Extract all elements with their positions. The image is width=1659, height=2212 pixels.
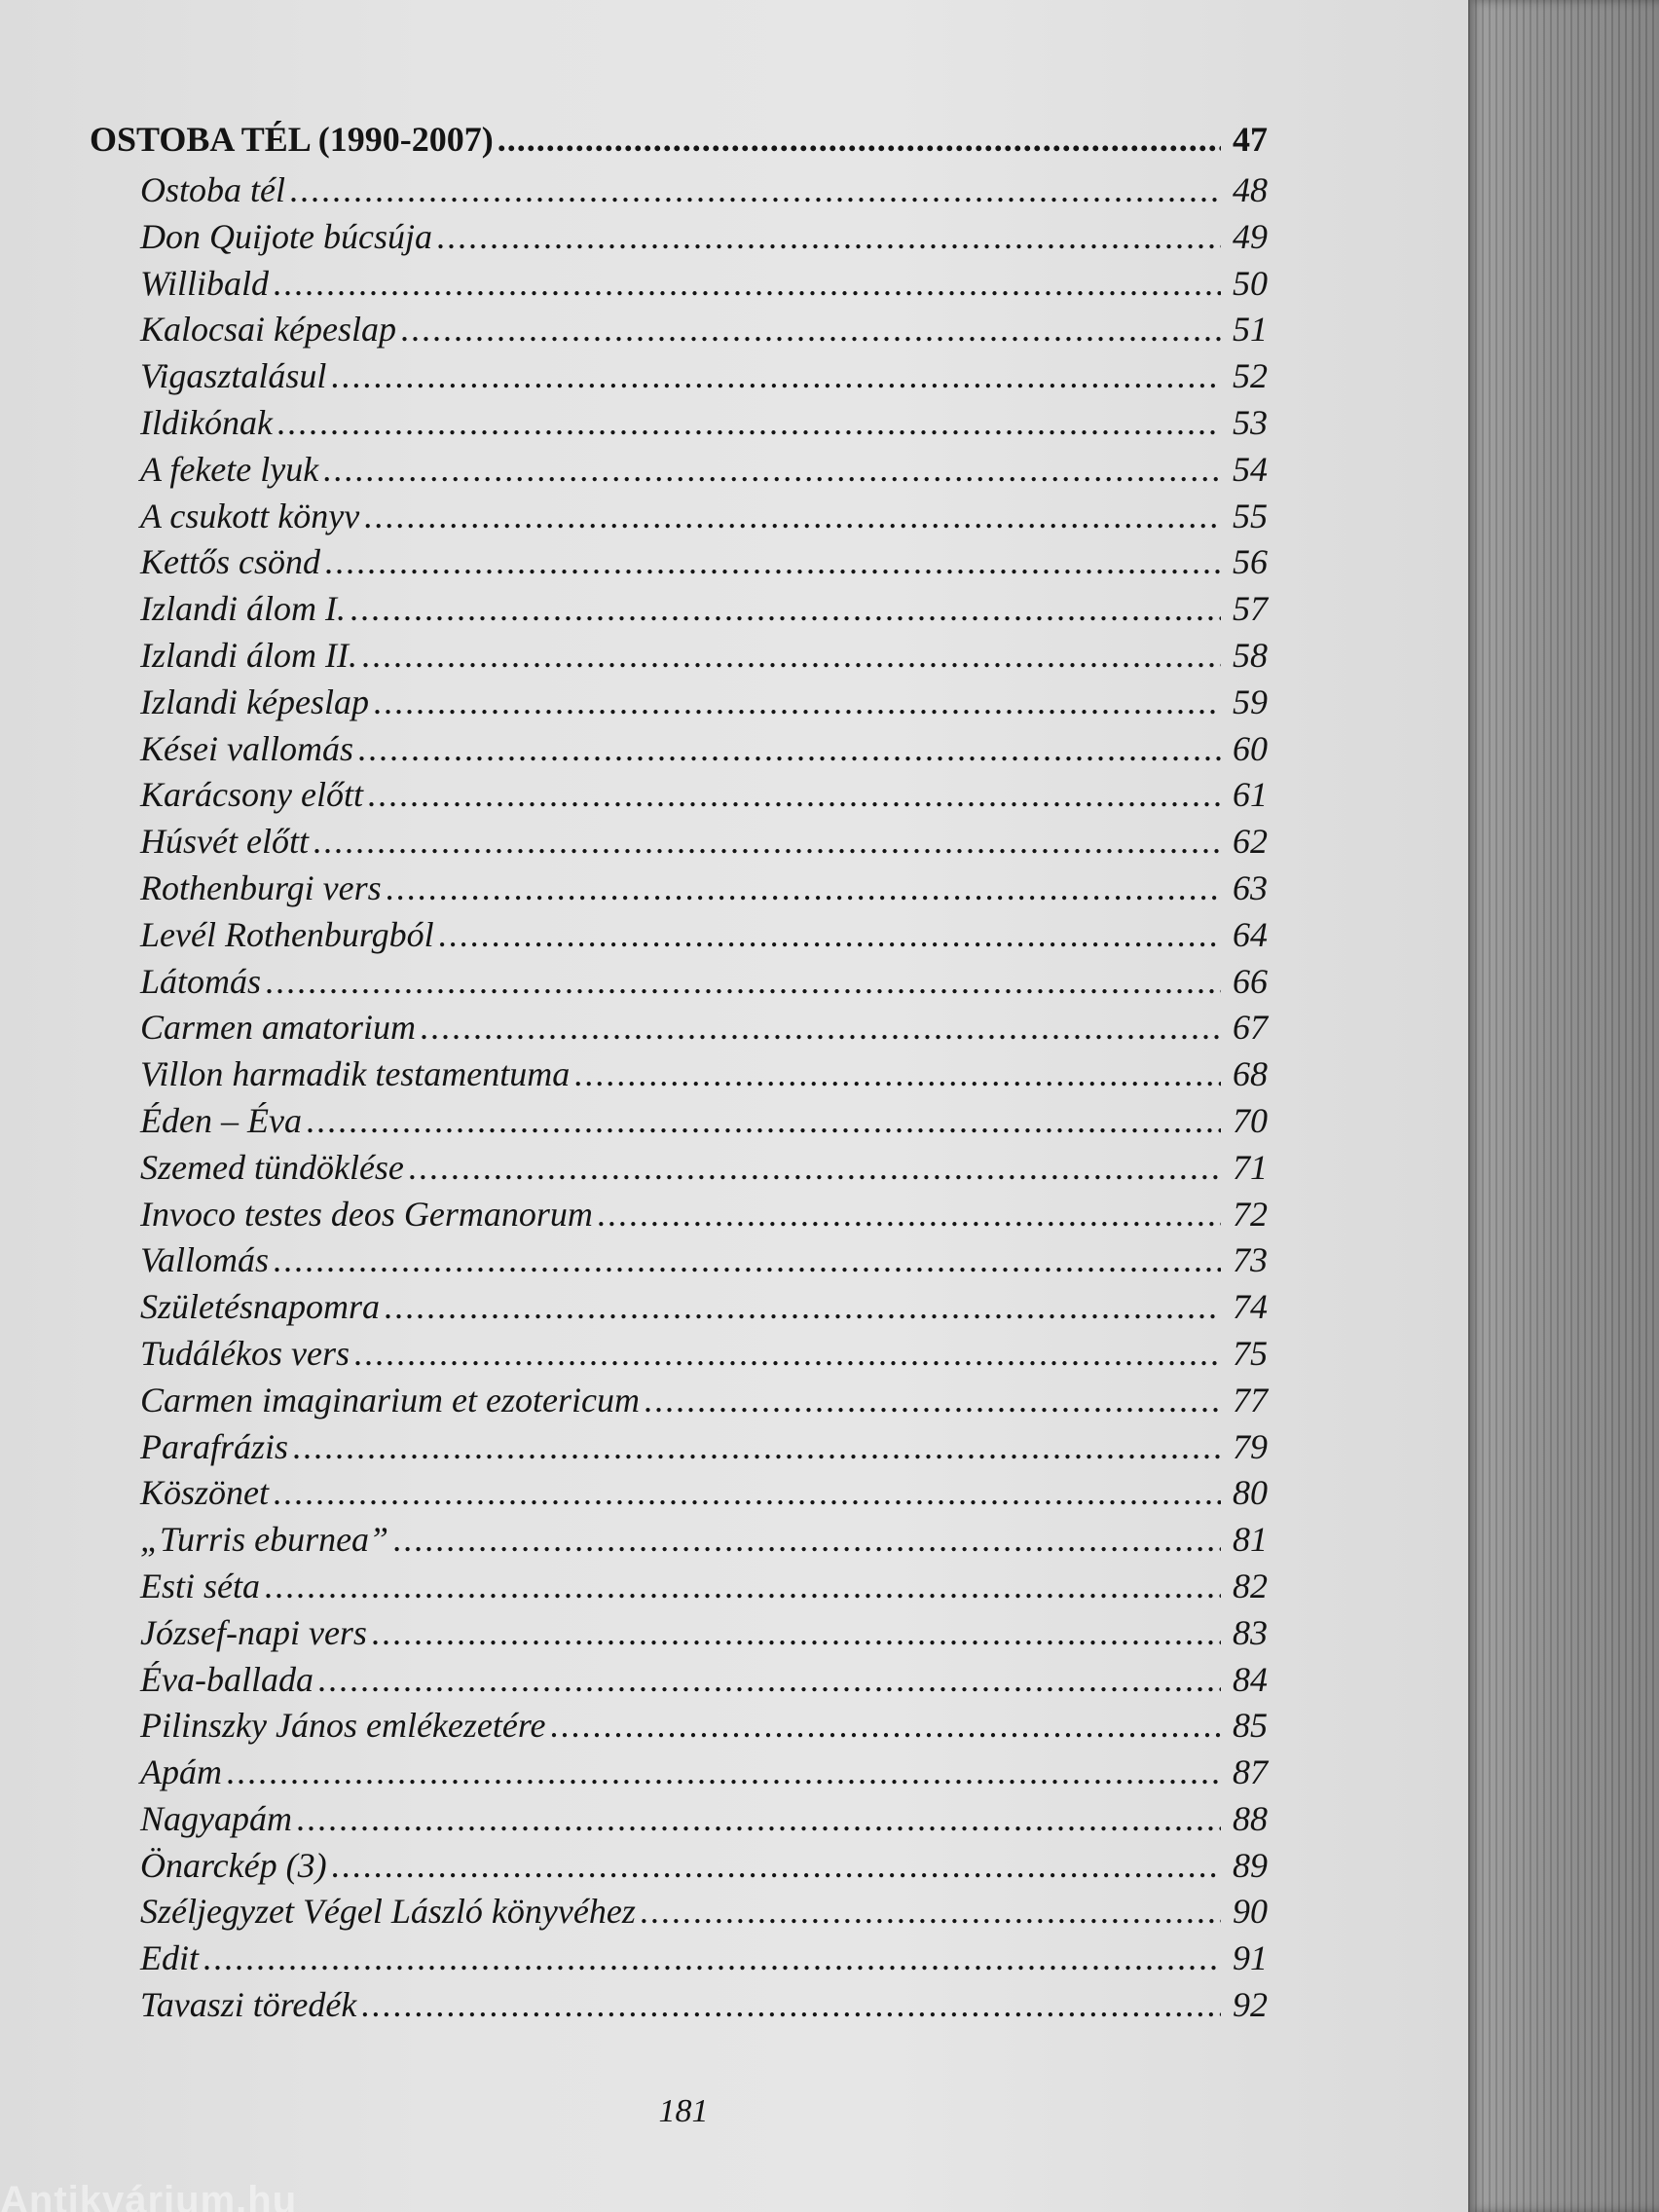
entry-title: Izlandi képeslap — [140, 682, 369, 721]
dot-leader — [273, 263, 1221, 304]
entry-title: Villon harmadik testamentuma — [140, 1054, 571, 1094]
toc-entry — [90, 402, 1268, 449]
entry-page-number: 71 — [1233, 1147, 1268, 1187]
entry-title: Születésnapomra — [140, 1287, 380, 1327]
entry-page-number: 88 — [1233, 1798, 1268, 1838]
section-title: OSTOBA TÉL (1990-2007) — [90, 120, 494, 159]
entry-title: Rothenburgi vers — [140, 867, 382, 907]
dot-leader — [273, 1472, 1221, 1513]
entry-page-number: 77 — [1233, 1380, 1268, 1419]
dot-leader — [292, 1426, 1221, 1467]
entry-title: Edit — [140, 1938, 199, 1978]
entry-title: A csukott könyv — [140, 496, 360, 535]
toc-entry — [90, 728, 1268, 775]
toc-entry — [90, 1659, 1268, 1706]
dot-leader — [438, 914, 1221, 955]
dot-leader — [644, 1380, 1221, 1420]
entry-page-number: 90 — [1233, 1892, 1268, 1932]
dot-leader — [203, 1937, 1221, 1978]
toc-entry — [90, 1751, 1268, 1798]
dot-leader — [408, 1147, 1221, 1188]
toc-entry — [90, 1007, 1268, 1053]
entry-page-number: 62 — [1233, 822, 1268, 862]
entry-page-number: 75 — [1233, 1333, 1268, 1373]
page-number: 181 — [658, 2093, 709, 2129]
toc-entry — [90, 1286, 1268, 1333]
section-page-number: 47 — [1233, 120, 1268, 159]
entry-page-number: 51 — [1233, 310, 1268, 350]
toc-entry — [90, 774, 1268, 821]
entry-title: Parafrázis — [140, 1426, 289, 1466]
entry-page-number: 89 — [1233, 1845, 1268, 1885]
entry-title: Ostoba tél — [140, 170, 285, 209]
entry-title: Karácsony előtt — [140, 775, 363, 815]
entry-page-number: 66 — [1233, 961, 1268, 1001]
entry-title: Levél Rothenburgból — [140, 914, 434, 954]
entry-title: Éva-ballada — [140, 1659, 313, 1699]
entry-page-number: 80 — [1233, 1473, 1268, 1513]
entry-title: Széljegyzet Végel László könyvéhez — [140, 1892, 636, 1932]
toc-entry — [90, 682, 1268, 728]
toc-entry — [90, 1100, 1268, 1147]
toc-entry — [90, 1053, 1268, 1100]
entry-page-number: 53 — [1233, 402, 1268, 442]
entry-title: Don Quijote búcsúja — [140, 216, 432, 256]
toc-entry — [90, 1380, 1268, 1426]
entry-title: Izlandi álom I. — [140, 589, 346, 629]
entry-page-number: 81 — [1233, 1520, 1268, 1560]
dot-leader — [331, 1845, 1221, 1886]
entry-page-number: 83 — [1233, 1612, 1268, 1652]
toc-entry — [90, 309, 1268, 355]
toc-entry — [90, 1519, 1268, 1566]
toc-entry — [90, 1845, 1268, 1892]
toc-entry — [90, 1194, 1268, 1240]
page-edge — [1468, 0, 1659, 2212]
toc-entry — [90, 169, 1268, 216]
entry-page-number: 85 — [1233, 1706, 1268, 1746]
entry-title: Invoco testes deos Germanorum — [140, 1194, 593, 1234]
toc-entry — [90, 1612, 1268, 1659]
entry-title: Carmen amatorium — [140, 1008, 417, 1048]
entry-title: Köszönet — [140, 1473, 270, 1513]
dot-leader — [386, 867, 1221, 908]
toc-entry — [90, 1333, 1268, 1380]
dot-leader — [498, 119, 1221, 160]
entry-page-number: 52 — [1233, 356, 1268, 396]
entry-title: Kettős csönd — [140, 542, 320, 582]
entry-page-number: 64 — [1233, 914, 1268, 954]
toc-entry — [90, 355, 1268, 402]
entry-title: Apám — [140, 1752, 222, 1792]
dot-leader — [373, 682, 1221, 722]
entry-title: Tudálékos vers — [140, 1333, 350, 1373]
entry-page-number: 61 — [1233, 775, 1268, 815]
toc-entry — [90, 216, 1268, 263]
entry-title: Pilinszky János emlékezetére — [140, 1706, 546, 1746]
dot-leader — [392, 1519, 1221, 1560]
entry-title: Szemed tündöklése — [140, 1147, 404, 1187]
entry-title: Húsvét előtt — [140, 822, 309, 862]
dot-leader — [360, 1984, 1221, 2025]
toc-entry — [90, 1984, 1268, 2031]
entry-page-number: 48 — [1233, 170, 1268, 209]
entry-page-number: 49 — [1233, 216, 1268, 256]
entry-page-number: 74 — [1233, 1287, 1268, 1327]
entry-title: Kalocsai képeslap — [140, 310, 396, 350]
toc-entry — [90, 1472, 1268, 1519]
entry-title: Izlandi álom II. — [140, 635, 357, 675]
entry-title: Tavaszi töredék — [140, 1985, 357, 2025]
entry-title: Ildikónak — [140, 402, 273, 442]
entry-page-number: 57 — [1233, 589, 1268, 629]
entry-page-number: 73 — [1233, 1240, 1268, 1280]
dot-leader — [324, 541, 1221, 582]
entry-page-number: 54 — [1233, 449, 1268, 489]
dot-leader — [296, 1798, 1221, 1839]
entry-page-number: 70 — [1233, 1100, 1268, 1140]
toc-entry — [90, 867, 1268, 914]
entry-title: Önarckép (3) — [140, 1845, 327, 1885]
entry-title: Carmen imaginarium et ezotericum — [140, 1380, 640, 1419]
dot-leader — [306, 1100, 1221, 1141]
toc-entry — [90, 1937, 1268, 1984]
dot-leader — [384, 1286, 1221, 1327]
dot-leader — [273, 1239, 1221, 1280]
entry-title: Nagyapám — [140, 1798, 292, 1838]
toc-entry — [90, 914, 1268, 961]
dot-leader — [363, 496, 1221, 536]
dot-leader — [350, 588, 1221, 629]
dot-leader — [226, 1751, 1221, 1792]
dot-leader — [357, 728, 1221, 769]
dot-leader — [371, 1612, 1221, 1653]
toc-entry — [90, 263, 1268, 310]
dot-leader — [264, 1566, 1221, 1606]
dot-leader — [265, 961, 1221, 1002]
entry-page-number: 72 — [1233, 1194, 1268, 1234]
toc-entry — [90, 635, 1268, 682]
entry-page-number: 55 — [1233, 496, 1268, 535]
entry-page-number: 63 — [1233, 867, 1268, 907]
dot-leader — [330, 355, 1221, 396]
toc-entry — [90, 821, 1268, 867]
entry-title: Esti séta — [140, 1566, 260, 1605]
watermark: Antikvárium.hu — [0, 2179, 298, 2212]
entry-title: Látomás — [140, 961, 262, 1001]
toc-entry — [90, 1566, 1268, 1612]
dot-leader — [322, 449, 1221, 490]
dot-leader — [317, 1659, 1221, 1700]
entry-page-number: 68 — [1233, 1054, 1268, 1094]
toc-entry — [90, 496, 1268, 542]
entry-page-number: 91 — [1233, 1938, 1268, 1978]
toc-entry — [90, 1891, 1268, 1937]
toc-entry — [90, 541, 1268, 588]
toc-entry — [90, 1798, 1268, 1845]
entry-page-number: 56 — [1233, 542, 1268, 582]
section-heading — [90, 119, 1268, 169]
toc-entry — [90, 961, 1268, 1008]
entry-title: Éden – Éva — [140, 1100, 302, 1140]
dot-leader — [420, 1007, 1221, 1048]
entry-page-number: 67 — [1233, 1008, 1268, 1048]
entry-page-number: 59 — [1233, 682, 1268, 721]
dot-leader — [597, 1194, 1221, 1235]
dot-leader — [436, 216, 1221, 257]
dot-leader — [353, 1333, 1221, 1374]
toc-entry — [90, 588, 1268, 635]
toc-entry — [90, 449, 1268, 496]
entry-page-number: 50 — [1233, 263, 1268, 303]
entry-title: Vallomás — [140, 1240, 270, 1280]
dot-leader — [313, 821, 1221, 862]
entry-title: Vigasztalásul — [140, 356, 327, 396]
dot-leader — [640, 1891, 1221, 1932]
dot-leader — [276, 402, 1221, 443]
toc-entry — [90, 1426, 1268, 1473]
dot-leader — [361, 635, 1221, 676]
entry-title: Kései vallomás — [140, 728, 353, 768]
entry-page-number: 84 — [1233, 1659, 1268, 1699]
entry-title: Willibald — [140, 263, 270, 303]
entry-page-number: 82 — [1233, 1566, 1268, 1605]
entry-page-number: 87 — [1233, 1752, 1268, 1792]
table-of-contents — [90, 119, 1268, 2031]
toc-entry — [90, 1705, 1268, 1751]
toc-entry — [90, 1147, 1268, 1194]
entry-page-number: 92 — [1233, 1985, 1268, 2025]
entry-page-number: 79 — [1233, 1426, 1268, 1466]
entry-title: A fekete lyuk — [140, 449, 319, 489]
entry-page-number: 60 — [1233, 728, 1268, 768]
dot-leader — [400, 309, 1221, 350]
entry-title: József-napi vers — [140, 1612, 367, 1652]
dot-leader — [573, 1053, 1221, 1094]
entry-title: „Turris eburnea” — [140, 1520, 389, 1560]
dot-leader — [367, 774, 1221, 815]
entry-page-number: 58 — [1233, 635, 1268, 675]
dot-leader — [550, 1705, 1222, 1746]
toc-entry — [90, 1239, 1268, 1286]
dot-leader — [289, 169, 1221, 210]
